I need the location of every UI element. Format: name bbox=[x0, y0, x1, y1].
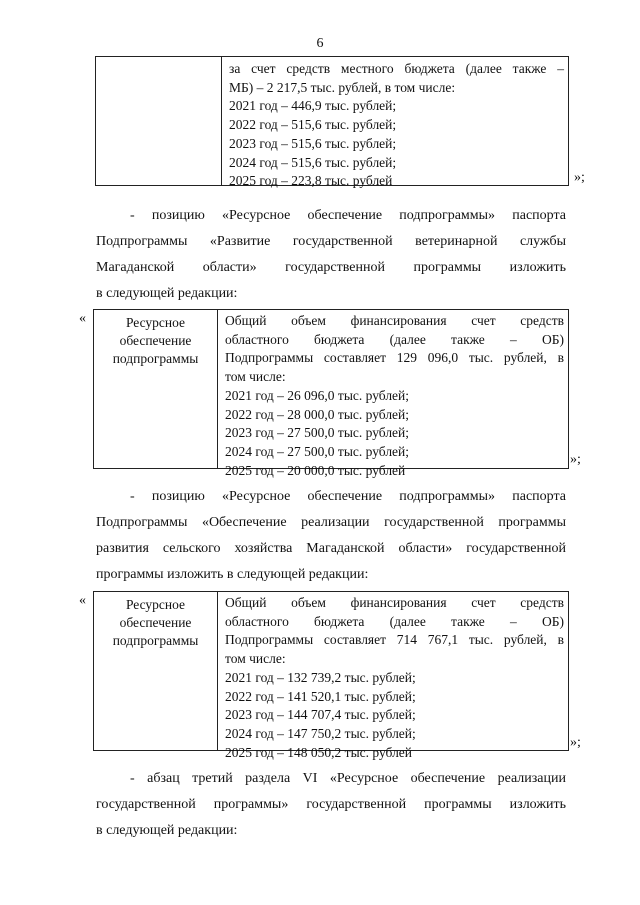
text-line: МБ) – 2 217,5 тыс. рублей, в том числе: bbox=[229, 79, 456, 95]
table-left-cell bbox=[94, 592, 218, 750]
text-line: 2023 год – 515,6 тыс. рублей; bbox=[229, 135, 397, 151]
text-line: 2021 год – 26 096,0 тыс. рублей; bbox=[225, 387, 410, 403]
paragraph-line: - абзац третий раздела VI «Ресурсное обеспечение реализации bbox=[130, 771, 566, 786]
closing-quote: »; bbox=[570, 452, 581, 467]
left-cell-line: обеспечение bbox=[119, 333, 192, 348]
text-line: 2024 год – 147 750,2 тыс. рублей; bbox=[225, 725, 416, 741]
text-line: 2025 год – 223,8 тыс. рублей bbox=[229, 173, 393, 189]
text-line: Подпрограммы составляет 129 096,0 тыс. рублей, в bbox=[225, 350, 564, 366]
text-line: 2022 год – 141 520,1 тыс. рублей; bbox=[225, 688, 416, 704]
paragraph-line: развития сельского хозяйства Магаданской области» государственной bbox=[96, 541, 566, 556]
paragraph-2 bbox=[96, 484, 566, 588]
paragraph-line: Магаданской области» государственной программы изложить bbox=[96, 260, 566, 275]
text-line: Общий объем финансирования счет средств bbox=[225, 313, 564, 328]
text-line: Подпрограммы составляет 714 767,1 тыс. рублей, в bbox=[225, 632, 564, 648]
text-line: 2021 год – 132 739,2 тыс. рублей; bbox=[225, 669, 416, 685]
text-line: Общий объем финансирования счет средств bbox=[225, 595, 564, 610]
left-cell-line: обеспечение bbox=[119, 615, 192, 630]
text-line: 2024 год – 515,6 тыс. рублей; bbox=[229, 154, 397, 170]
text-line: 2022 год – 515,6 тыс. рублей; bbox=[229, 117, 397, 133]
text-line: том числе: bbox=[225, 369, 286, 385]
text-line: областного бюджета (далее также – ОБ) bbox=[225, 331, 564, 347]
paragraph-1 bbox=[96, 203, 566, 307]
left-cell-line: подпрограммы bbox=[112, 351, 199, 366]
text-line: 2021 год – 446,9 тыс. рублей; bbox=[229, 98, 397, 114]
text-line: 2023 год – 144 707,4 тыс. рублей; bbox=[225, 707, 416, 723]
paragraph-line: государственной программы» государственной программы изложить bbox=[96, 797, 566, 812]
text-line: 2022 год – 28 000,0 тыс. рублей; bbox=[225, 406, 410, 422]
resource-table-veterinary bbox=[93, 309, 569, 478]
table-right-cell bbox=[218, 592, 568, 760]
paragraph-line: в следующей редакции: bbox=[96, 823, 238, 838]
paragraph-line: - позицию «Ресурсное обеспечение подпрограммы» паспорта bbox=[130, 208, 566, 223]
table-right-cell bbox=[218, 310, 568, 478]
paragraph-line: Подпрограммы «Обеспечение реализации государственной программы bbox=[96, 515, 566, 530]
page-number: 6 bbox=[316, 36, 324, 51]
paragraph-line: программы изложить в следующей редакции: bbox=[96, 567, 369, 582]
left-cell-line: Ресурсное bbox=[125, 597, 186, 612]
opening-quote: « bbox=[79, 311, 86, 326]
text-line: 2024 год – 27 500,0 тыс. рублей; bbox=[225, 443, 410, 459]
text-line: 2023 год – 27 500,0 тыс. рублей; bbox=[225, 425, 410, 441]
text-line: за счет средств местного бюджета (далее также – bbox=[229, 61, 564, 76]
left-cell-line: подпрограммы bbox=[112, 633, 199, 648]
paragraph-line: - позицию «Ресурсное обеспечение подпрограммы» паспорта bbox=[130, 489, 566, 504]
paragraph-3 bbox=[96, 766, 566, 844]
table-right-cell bbox=[222, 57, 568, 189]
text-line: 2025 год – 20 000,0 тыс. рублей bbox=[225, 462, 406, 478]
paragraph-line: в следующей редакции: bbox=[96, 286, 238, 301]
closing-quote: »; bbox=[570, 735, 581, 750]
paragraph-line: Подпрограммы «Развитие государственной ветеринарной службы bbox=[96, 234, 566, 249]
text-line: областного бюджета (далее также – ОБ) bbox=[225, 613, 564, 629]
text-line: том числе: bbox=[225, 651, 286, 667]
resource-table-program-support bbox=[93, 591, 569, 760]
table-left-cell bbox=[94, 310, 218, 468]
opening-quote: « bbox=[79, 593, 86, 608]
budget-table-continuation bbox=[95, 56, 569, 189]
text-line: 2025 год – 148 050,2 тыс. рублей bbox=[225, 744, 413, 760]
table-left-cell bbox=[96, 57, 222, 185]
left-cell-line: Ресурсное bbox=[125, 315, 186, 330]
closing-quote: »; bbox=[574, 170, 585, 185]
